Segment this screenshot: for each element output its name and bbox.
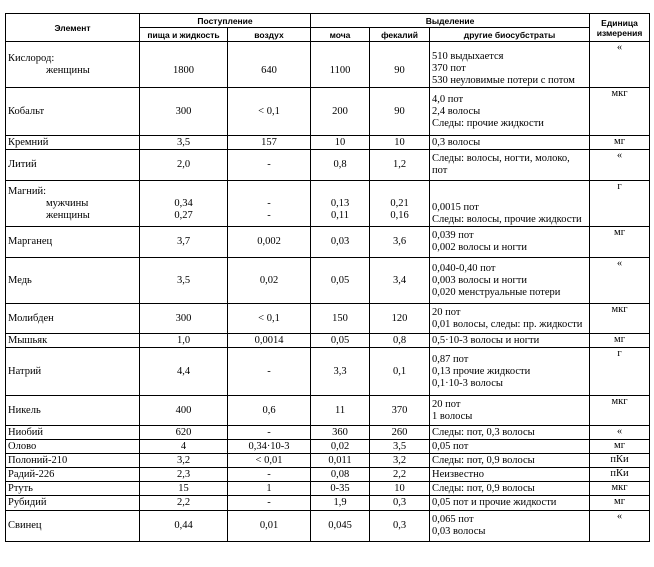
- cell-feces: [370, 468, 430, 482]
- header-unit-line1: Единица: [601, 17, 638, 28]
- feces-line: 3,2: [392, 454, 407, 466]
- cell-feces: [370, 227, 430, 258]
- air-line: -: [267, 365, 271, 377]
- cell-food: [140, 227, 228, 258]
- cell-air: [228, 227, 311, 258]
- food-line: 2,0: [176, 159, 191, 170]
- element-line: Радий-226: [8, 468, 55, 480]
- cell-unit: мг: [590, 496, 650, 511]
- table-row: [6, 511, 650, 542]
- cell-unit: пКи: [590, 468, 650, 482]
- cell-urine: [311, 440, 370, 454]
- feces-line: 120: [391, 312, 408, 324]
- air-line: 0,01: [259, 520, 279, 531]
- other-line: 0,002 волосы и ногти: [432, 242, 527, 253]
- cell-urine: [311, 88, 370, 136]
- element-line: мужчины: [46, 197, 89, 209]
- table-row: [6, 348, 650, 396]
- urine-line: 0,05: [330, 274, 350, 286]
- cell-air: [228, 42, 311, 88]
- cell-urine: [311, 454, 370, 468]
- urine-line: 0,13: [330, 197, 350, 209]
- table-row: [6, 468, 650, 482]
- element-line: Натрий: [8, 365, 42, 377]
- header-other: другие биосубстраты: [430, 28, 590, 42]
- cell-urine: [311, 334, 370, 348]
- table-body: [6, 42, 650, 542]
- cell-feces: [370, 511, 430, 542]
- air-line: -: [267, 468, 271, 480]
- cell-feces: [370, 150, 430, 181]
- other-line: Следы: волосы, ногти, молоко, пот: [432, 153, 570, 176]
- cell-urine: [311, 42, 370, 88]
- cell-unit: г: [590, 181, 650, 227]
- food-line: 3,5: [176, 136, 191, 148]
- urine-line: 11: [334, 404, 346, 416]
- cell-unit: мкг: [590, 88, 650, 136]
- cell-element: [6, 42, 140, 88]
- cell-feces: [370, 454, 430, 468]
- other-line: 370 пот: [432, 63, 466, 74]
- feces-line: [372, 186, 427, 198]
- cell-urine: [311, 496, 370, 511]
- cell-unit: мг: [590, 440, 650, 454]
- cell-air: [228, 496, 311, 511]
- other-line: 4,0 пот: [432, 93, 464, 105]
- table-row: [6, 454, 650, 468]
- air-line: 640: [261, 64, 277, 76]
- cell-element: [6, 227, 140, 258]
- element-line: Кислород:: [8, 52, 55, 64]
- cell-food: [140, 468, 228, 482]
- urine-line: 0-35: [330, 482, 350, 494]
- table-row: [6, 136, 650, 150]
- cell-feces: [370, 304, 430, 334]
- element-line: Кремний: [8, 136, 49, 148]
- cell-air: [228, 440, 311, 454]
- other-line: Следы: волосы, прочие жидкости: [432, 214, 582, 225]
- header-intake: Поступление: [140, 14, 311, 28]
- header-excretion: Выделение: [311, 14, 590, 28]
- cell-urine: [311, 482, 370, 496]
- cell-air: [228, 304, 311, 334]
- cell-other: [430, 496, 590, 511]
- other-line: 0,020 менструальные потери: [432, 286, 561, 298]
- element-line: Медь: [8, 274, 32, 286]
- air-line: -: [267, 197, 271, 209]
- other-line: 0,003 волосы и ногти: [432, 274, 527, 286]
- cell-element: [6, 511, 140, 542]
- cell-air: [228, 181, 311, 227]
- other-line: 0,0015 пот: [432, 202, 479, 213]
- feces-line: 3,5: [392, 440, 407, 452]
- element-line: Магний:: [8, 185, 47, 197]
- other-line: 0,01 волосы, следы: пр. жидкости: [432, 318, 583, 330]
- header-feces: фекалий: [370, 28, 430, 42]
- other-line: 0,5·10-3 волосы и ногти: [432, 334, 540, 346]
- cell-air: [228, 136, 311, 150]
- air-line: < 0,1: [258, 105, 280, 117]
- feces-line: 0,1: [392, 365, 407, 377]
- other-line: Следы: пот, 0,3 волосы: [432, 426, 535, 438]
- cell-feces: [370, 496, 430, 511]
- cell-other: [430, 88, 590, 136]
- food-line: 0,44: [174, 520, 193, 531]
- cell-urine: [311, 258, 370, 304]
- feces-line: 10: [394, 136, 405, 148]
- cell-urine: [311, 511, 370, 542]
- food-line: 620: [175, 426, 192, 438]
- cell-air: [228, 511, 311, 542]
- element-line: Мышьяк: [8, 334, 48, 346]
- cell-element: [6, 496, 140, 511]
- cell-other: [430, 396, 590, 426]
- air-line: 0,34·10-3: [248, 440, 290, 452]
- cell-other: [430, 304, 590, 334]
- urine-line: 0,02: [330, 440, 350, 452]
- food-line: 15: [178, 482, 189, 494]
- other-line: 0,065 пот: [432, 514, 474, 525]
- cell-urine: [311, 426, 370, 440]
- header-element: Элемент: [6, 14, 140, 42]
- cell-feces: [370, 440, 430, 454]
- urine-line: 0,011: [328, 454, 352, 466]
- cell-unit: мг: [590, 227, 650, 258]
- food-line: 0,34: [174, 197, 193, 209]
- table-row: [6, 426, 650, 440]
- cell-food: [140, 181, 228, 227]
- urine-line: [313, 53, 367, 65]
- other-line: Неизвестно: [432, 468, 484, 480]
- air-line: 0,02: [259, 274, 279, 286]
- feces-line: 10: [394, 482, 405, 494]
- cell-air: [228, 88, 311, 136]
- cell-urine: [311, 136, 370, 150]
- air-line: < 0,01: [255, 454, 283, 466]
- other-line: 0,040-0,40 пот: [432, 262, 496, 274]
- feces-line: 260: [391, 426, 408, 438]
- urine-line: 10: [334, 136, 346, 148]
- cell-other: [430, 150, 590, 181]
- cell-food: [140, 42, 228, 88]
- table-row: [6, 440, 650, 454]
- cell-air: [228, 454, 311, 468]
- air-line: 1: [266, 482, 272, 494]
- feces-line: 3,4: [392, 274, 407, 286]
- cell-urine: [311, 468, 370, 482]
- other-line: 0,05 пот и прочие жидкости: [432, 497, 557, 508]
- feces-line: 90: [394, 105, 405, 117]
- cell-feces: [370, 42, 430, 88]
- header-unit-line2: измерения: [596, 27, 643, 38]
- cell-urine: [311, 181, 370, 227]
- other-line: 20 пот: [432, 398, 461, 410]
- cell-element: [6, 304, 140, 334]
- cell-air: [228, 348, 311, 396]
- cell-feces: [370, 482, 430, 496]
- other-line: Следы: пот, 0,9 волосы: [432, 482, 535, 494]
- cell-unit: пКи: [590, 454, 650, 468]
- food-line: 0,27: [174, 209, 193, 221]
- other-line: Следы: прочие жидкости: [432, 117, 544, 129]
- table-row: [6, 334, 650, 348]
- feces-line: 0,21: [390, 197, 409, 209]
- food-line: 1800: [173, 64, 194, 76]
- food-line: 3,5: [176, 274, 191, 286]
- cell-other: [430, 136, 590, 150]
- cell-air: [228, 396, 311, 426]
- table-row: [6, 482, 650, 496]
- food-line: 3,2: [176, 454, 191, 466]
- cell-element: [6, 482, 140, 496]
- cell-food: [140, 348, 228, 396]
- cell-element: [6, 396, 140, 426]
- other-line: 20 пот: [432, 306, 461, 318]
- cell-feces: [370, 88, 430, 136]
- urine-line: 360: [332, 426, 348, 438]
- cell-feces: [370, 181, 430, 227]
- feces-line: 0,16: [390, 209, 409, 221]
- air-line: [230, 186, 308, 198]
- feces-line: 0,8: [392, 334, 407, 346]
- air-line: < 0,1: [258, 312, 280, 324]
- header-air: воздух: [228, 28, 311, 42]
- other-line: 1 волосы: [432, 410, 473, 422]
- element-line: Литий: [8, 159, 37, 170]
- other-line: 2,4 волосы: [432, 105, 481, 117]
- cell-air: [228, 150, 311, 181]
- cell-feces: [370, 258, 430, 304]
- cell-air: [228, 482, 311, 496]
- feces-line: 2,2: [392, 468, 407, 480]
- cell-food: [140, 334, 228, 348]
- cell-unit: «: [590, 426, 650, 440]
- feces-line: 1,2: [392, 159, 407, 170]
- header-unit: [590, 14, 650, 42]
- cell-other: [430, 426, 590, 440]
- cell-air: [228, 334, 311, 348]
- table-row: [6, 396, 650, 426]
- feces-line: 3,6: [392, 236, 407, 247]
- cell-food: [140, 150, 228, 181]
- other-line: 0,039 пот: [432, 230, 474, 241]
- other-line: 510 выдыхается: [432, 51, 504, 62]
- cell-unit: мкг: [590, 304, 650, 334]
- element-line: Ниобий: [8, 426, 44, 438]
- other-line: 0,87 пот: [432, 353, 469, 365]
- cell-element: [6, 334, 140, 348]
- urine-line: 200: [332, 105, 348, 117]
- other-line: Следы: пот, 0,9 волосы: [432, 454, 535, 466]
- cell-feces: [370, 348, 430, 396]
- cell-other: [430, 482, 590, 496]
- cell-unit: мкг: [590, 482, 650, 496]
- other-line: 0,3 волосы: [432, 136, 481, 148]
- cell-other: [430, 258, 590, 304]
- cell-urine: [311, 227, 370, 258]
- cell-food: [140, 496, 228, 511]
- food-line: 2,2: [176, 497, 191, 508]
- food-line: [142, 53, 225, 65]
- cell-unit: мг: [590, 136, 650, 150]
- feces-line: 0,3: [392, 497, 407, 508]
- urine-line: 0,05: [330, 334, 350, 346]
- cell-other: [430, 511, 590, 542]
- cell-element: [6, 426, 140, 440]
- other-line: 0,05 пот: [432, 440, 469, 452]
- air-line: -: [267, 497, 271, 508]
- urine-line: 0,8: [333, 159, 347, 170]
- cell-urine: [311, 150, 370, 181]
- element-line: женщины: [46, 209, 90, 221]
- element-line: Никель: [8, 404, 41, 416]
- table-row: [6, 88, 650, 136]
- air-line: 0,0014: [254, 334, 284, 346]
- feces-line: 0,3: [392, 520, 407, 531]
- urine-line: 0,08: [330, 468, 350, 480]
- food-line: 3,7: [176, 236, 191, 247]
- urine-line: 3,3: [333, 365, 347, 377]
- food-line: 300: [175, 312, 192, 324]
- urine-line: 1,9: [333, 497, 347, 508]
- cell-urine: [311, 348, 370, 396]
- cell-unit: «: [590, 511, 650, 542]
- table-row: [6, 496, 650, 511]
- cell-urine: [311, 304, 370, 334]
- cell-air: [228, 426, 311, 440]
- air-line: 157: [261, 136, 277, 148]
- cell-unit: мкг: [590, 396, 650, 426]
- cell-food: [140, 454, 228, 468]
- cell-air: [228, 468, 311, 482]
- element-line: Полоний-210: [8, 454, 68, 466]
- urine-line: 150: [332, 312, 348, 324]
- other-line: 530 неуловимые потери с потом: [432, 75, 575, 86]
- cell-other: [430, 181, 590, 227]
- element-line: Кобальт: [8, 105, 45, 117]
- urine-line: 0,11: [331, 209, 350, 221]
- element-line: Марганец: [8, 236, 53, 247]
- food-line: 400: [175, 404, 192, 416]
- cell-food: [140, 304, 228, 334]
- urine-line: 0,03: [330, 236, 350, 247]
- air-line: -: [267, 426, 271, 438]
- food-line: 1,0: [176, 334, 191, 346]
- cell-feces: [370, 136, 430, 150]
- table-row: [6, 181, 650, 227]
- food-line: 4: [180, 440, 187, 452]
- food-line: 4,4: [176, 365, 191, 377]
- cell-unit: г: [590, 348, 650, 396]
- element-line: Ртуть: [8, 482, 33, 494]
- cell-unit: «: [590, 258, 650, 304]
- cell-element: [6, 468, 140, 482]
- urine-line: 1100: [329, 64, 351, 76]
- cell-element: [6, 150, 140, 181]
- cell-food: [140, 511, 228, 542]
- element-balance-table: [5, 13, 650, 542]
- table-row: [6, 258, 650, 304]
- table-row: [6, 304, 650, 334]
- food-line: 2,3: [176, 468, 191, 480]
- air-line: -: [267, 159, 271, 170]
- cell-unit: мг: [590, 334, 650, 348]
- cell-food: [140, 426, 228, 440]
- cell-food: [140, 88, 228, 136]
- cell-element: [6, 348, 140, 396]
- cell-feces: [370, 334, 430, 348]
- other-line: 0,13 прочие жидкости: [432, 365, 531, 377]
- other-line: 0,03 волосы: [432, 526, 486, 537]
- feces-line: [372, 53, 427, 65]
- feces-line: 370: [391, 404, 408, 416]
- element-line: Молибден: [8, 312, 54, 324]
- cell-other: [430, 227, 590, 258]
- cell-food: [140, 396, 228, 426]
- cell-feces: [370, 396, 430, 426]
- urine-line: [313, 186, 367, 198]
- cell-other: [430, 348, 590, 396]
- other-line: 0,1·10-3 волосы: [432, 377, 503, 389]
- element-line: Свинец: [8, 520, 42, 531]
- cell-food: [140, 440, 228, 454]
- cell-food: [140, 482, 228, 496]
- cell-food: [140, 258, 228, 304]
- cell-element: [6, 440, 140, 454]
- air-line: 0,002: [257, 236, 281, 247]
- cell-other: [430, 440, 590, 454]
- cell-element: [6, 88, 140, 136]
- cell-feces: [370, 426, 430, 440]
- air-line: 0,6: [262, 404, 276, 416]
- food-line: 300: [175, 105, 192, 117]
- header-urine: моча: [311, 28, 370, 42]
- cell-other: [430, 334, 590, 348]
- cell-element: [6, 454, 140, 468]
- element-line: женщины: [46, 64, 90, 76]
- food-line: [142, 186, 225, 198]
- cell-element: [6, 181, 140, 227]
- element-line: Рубидий: [8, 497, 47, 508]
- cell-element: [6, 136, 140, 150]
- cell-unit: «: [590, 150, 650, 181]
- header-food: пища и жидкость: [140, 28, 228, 42]
- cell-urine: [311, 396, 370, 426]
- cell-unit: «: [590, 42, 650, 88]
- table-row: [6, 42, 650, 88]
- urine-line: 0,045: [328, 520, 352, 531]
- feces-line: 90: [394, 64, 405, 76]
- cell-air: [228, 258, 311, 304]
- cell-other: [430, 42, 590, 88]
- table-row: [6, 150, 650, 181]
- air-line: -: [267, 209, 271, 221]
- cell-other: [430, 454, 590, 468]
- cell-other: [430, 468, 590, 482]
- table-row: [6, 227, 650, 258]
- cell-element: [6, 258, 140, 304]
- element-line: Олово: [8, 440, 37, 452]
- cell-food: [140, 136, 228, 150]
- air-line: [230, 53, 308, 65]
